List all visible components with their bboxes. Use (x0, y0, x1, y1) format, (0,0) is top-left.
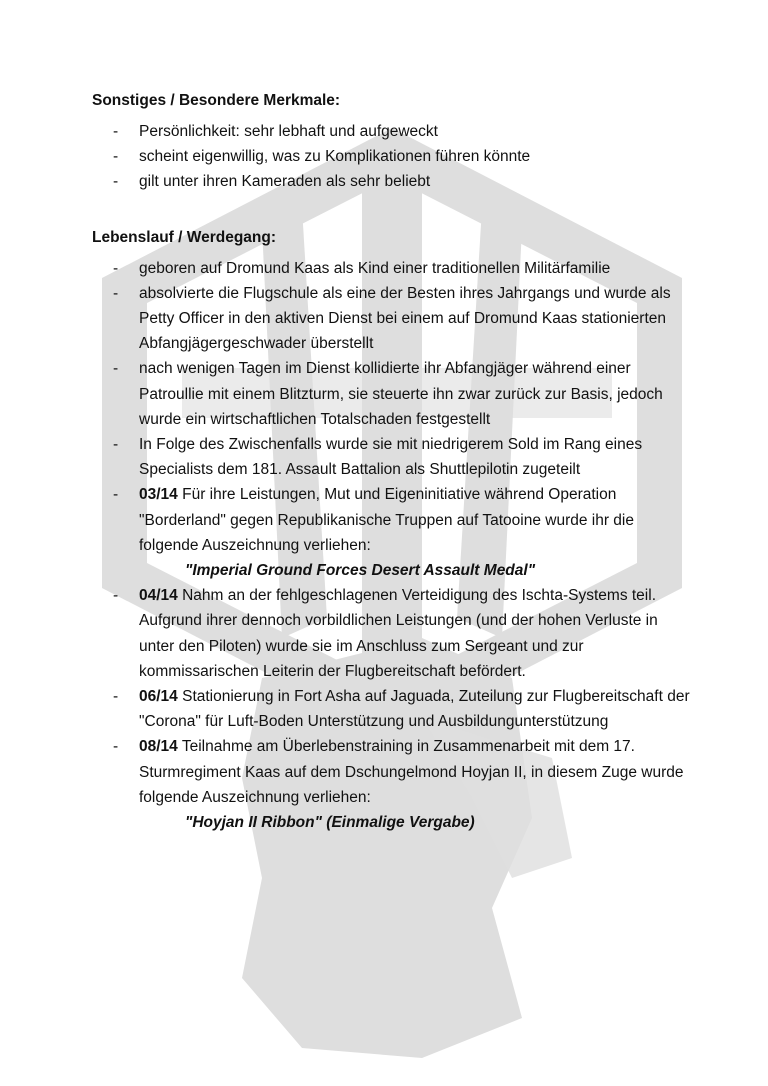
item-text: nach wenigen Tagen im Dienst kollidierte ihr Abfangjäger während einer Patroullie mit einem Blitzturm, sie steuerte ihn zwar zurück zur Basis, jedoch wurde ein wirtschaftlichen Totalschaden festgestellt (139, 360, 663, 428)
section-werdegang (92, 225, 692, 836)
bullet-dash: - (113, 259, 119, 277)
bullet-dash: - (113, 360, 119, 378)
bullet-dash: - (113, 688, 119, 706)
medal-award: "Imperial Ground Forces Desert Assault Medal" (185, 562, 536, 580)
item-text: In Folge des Zwischenfalls wurde sie mit niedrigerem Sold im Rang eines Specialists dem 181. Assault Battalion als Shuttlepilotin zugeteilt (139, 436, 643, 479)
section-heading-merkmale: Sonstiges / Besondere Merkmale: (92, 92, 341, 109)
bullet-dash: - (113, 436, 119, 454)
list-item (92, 482, 692, 583)
bullet-dash: - (113, 173, 119, 191)
item-text: Persönlichkeit: sehr lebhaft und aufgeweckt (139, 123, 438, 140)
list-item (92, 119, 692, 144)
bullet-dash: - (113, 123, 119, 140)
item-text: Nahm an der fehlgeschlagenen Verteidigung des Ischta-Systems teil. Aufgrund ihrer dennoch vorbildlichen Leistungen (und der hohen Verluste in unter den Piloten) wurde sie im Anschluss zum Sergeant und zur kommissarischen Leiterin der Flugbereitschaft befördert. (139, 587, 658, 680)
bullet-dash: - (113, 486, 119, 504)
item-text: absolvierte die Flugschule als eine der Besten ihres Jahrgangs und wurde als Petty Officer in den aktiven Dienst bei einem auf Dromund Kaas stationierten Abfangjägergeschwader überstellt (139, 284, 671, 353)
list-item (92, 169, 692, 194)
item-text: Für ihre Leistungen, Mut und Eigeninitiative während Operation "Borderland" gegen Republikanische Truppen auf Tatooine wurde ihr die folgende Auszeichnung verliehen: (139, 486, 634, 554)
item-text: scheint eigenwillig, was zu Komplikationen führen könnte (139, 148, 531, 166)
bullet-dash: - (113, 587, 119, 605)
merkmale-list (92, 119, 692, 195)
list-item (92, 684, 692, 734)
item-date: 08/14 (139, 738, 178, 756)
section-heading-werdegang: Lebenslauf / Werdegang: (92, 228, 277, 246)
item-text: Teilnahme am Überlebenstraining in Zusammenarbeit mit dem 17. Sturmregiment Kaas auf dem Dschungelmond Hoyjan II, in diesem Zuge wurde folgende Auszeichnung verliehen: (139, 738, 684, 806)
list-item (92, 256, 692, 281)
list-item (92, 734, 692, 835)
bullet-dash: - (113, 284, 119, 302)
list-item (92, 356, 692, 432)
list-item (92, 281, 692, 357)
list-item (92, 583, 692, 684)
list-item (92, 144, 692, 169)
bullet-dash: - (113, 738, 119, 756)
item-text: Stationierung in Fort Asha auf Jaguada, Zuteilung zur Flugbereitschaft der "Corona" für Luft-Boden Unterstützung und Ausbildungunterstützung (139, 688, 690, 731)
medal-award: "Hoyjan II Ribbon" (Einmalige Vergabe) (185, 814, 475, 832)
item-text: geboren auf Dromund Kaas als Kind einer traditionellen Militärfamilie (139, 259, 611, 277)
list-item (92, 432, 692, 482)
bullet-dash: - (113, 148, 119, 166)
item-text: gilt unter ihren Kameraden als sehr beliebt (139, 173, 431, 191)
item-date: 03/14 (139, 486, 178, 504)
werdegang-list (92, 256, 692, 836)
document-content (92, 88, 692, 835)
section-merkmale (92, 88, 692, 195)
item-date: 04/14 (139, 587, 178, 605)
item-date: 06/14 (139, 688, 178, 706)
